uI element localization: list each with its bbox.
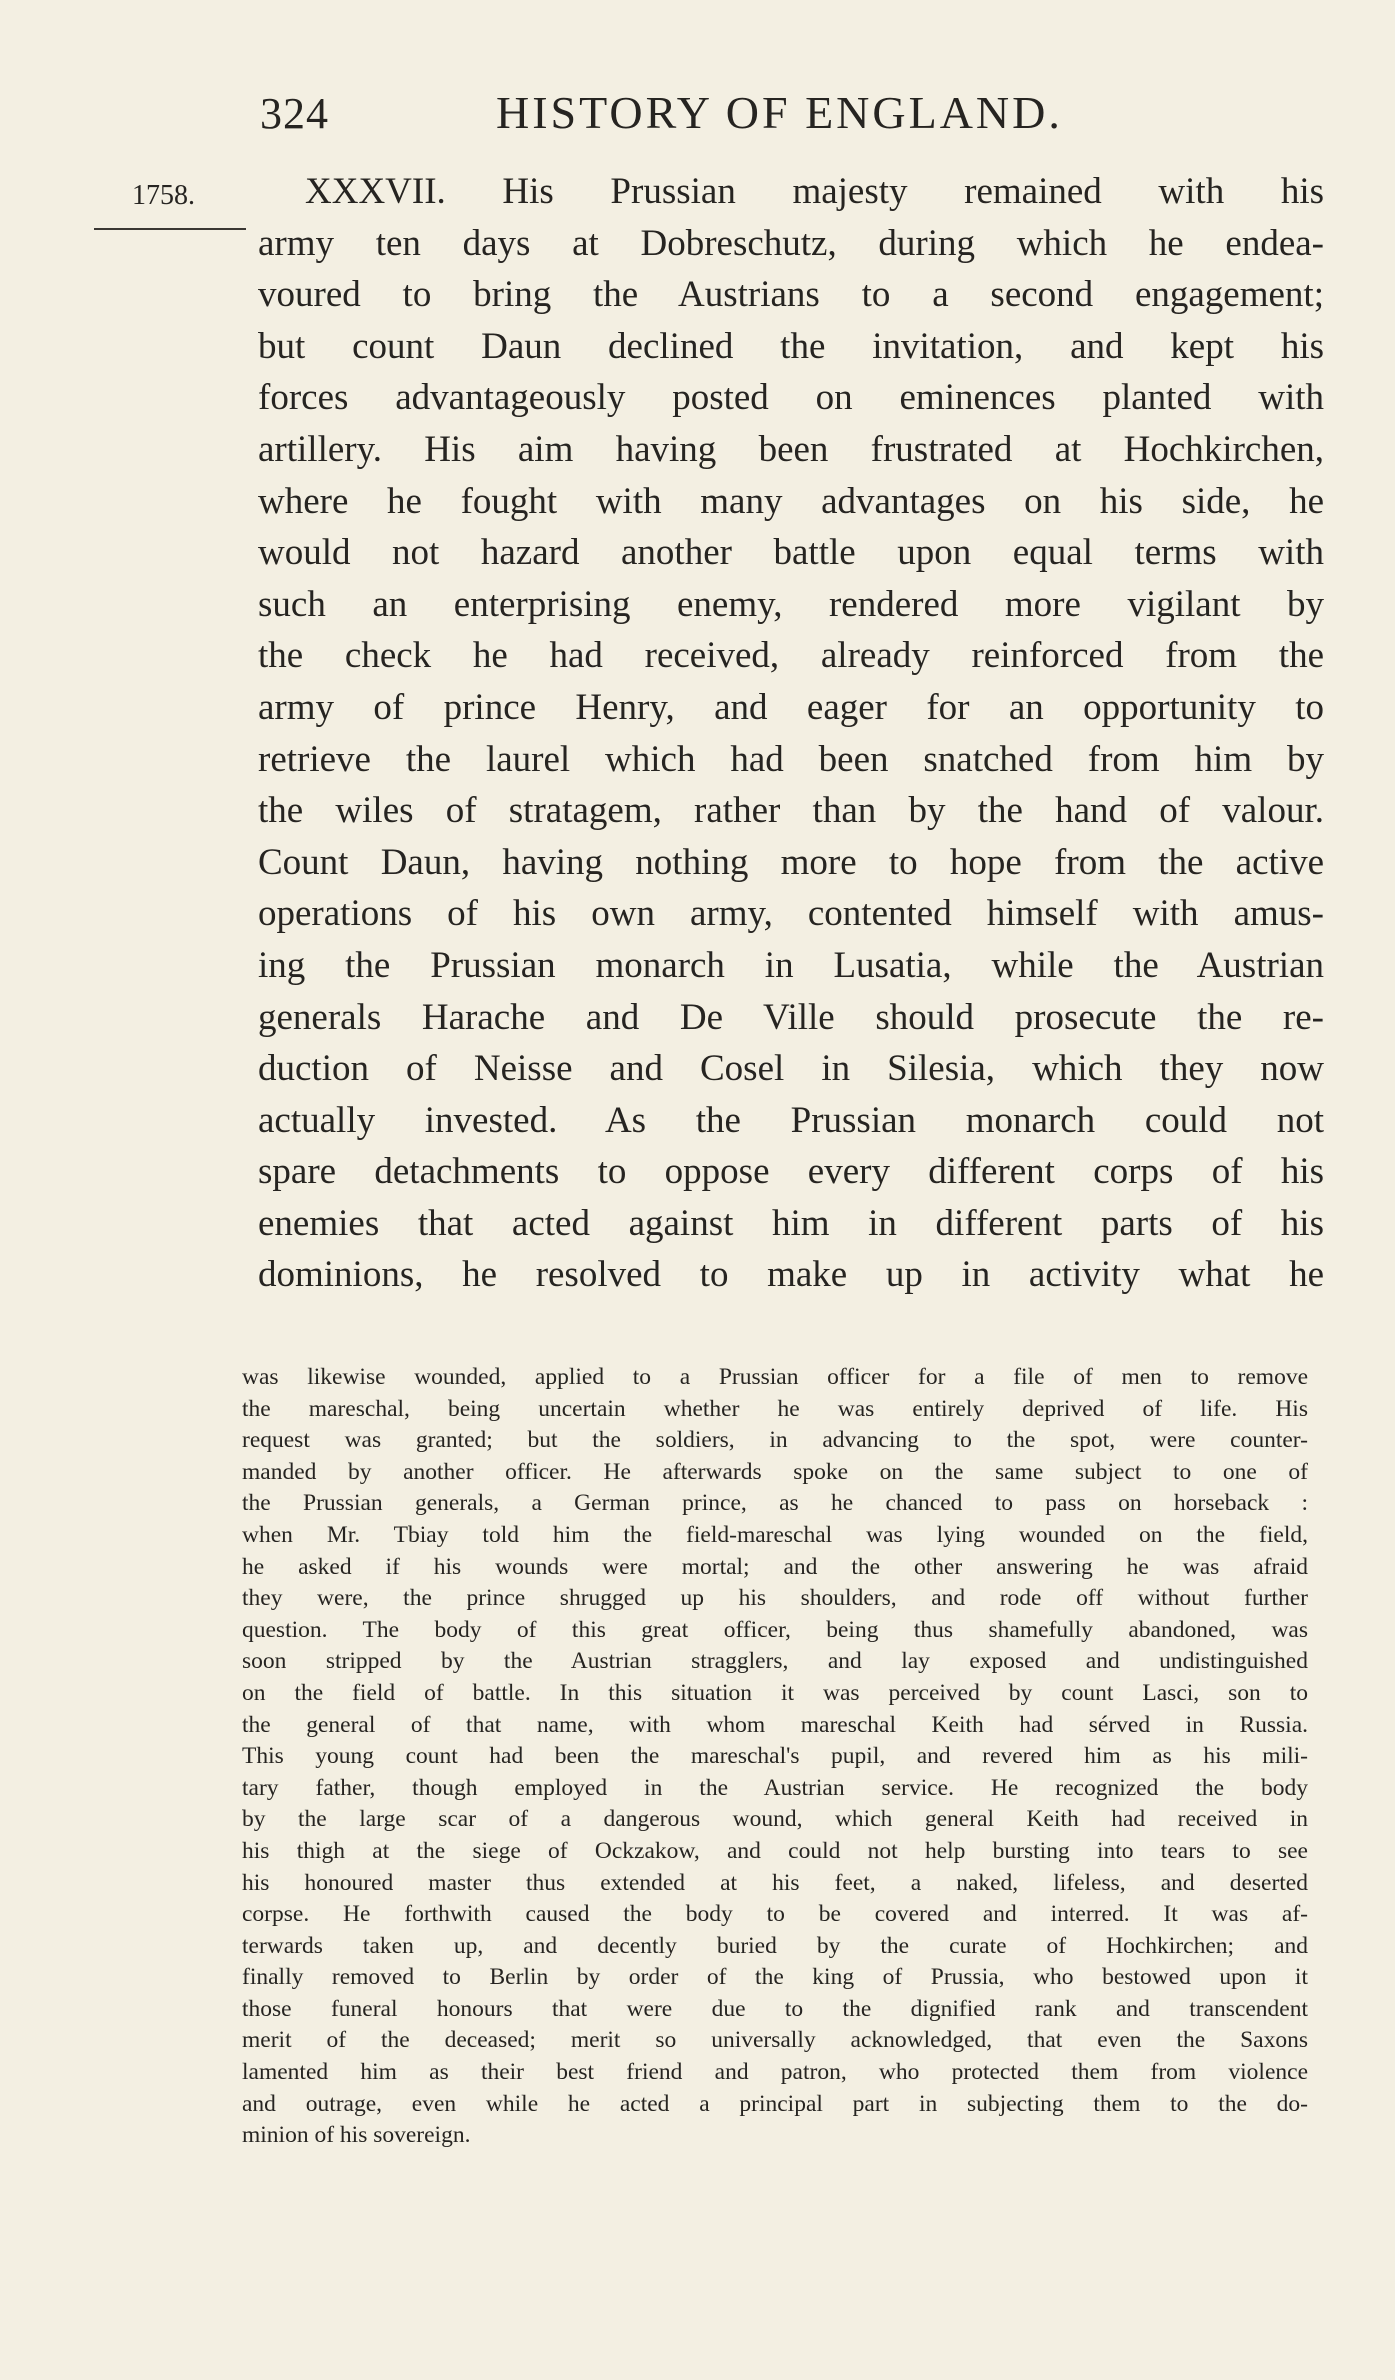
footnote-line: merit of the deceased; merit so universally acknowledged, that even the Saxons — [242, 2027, 1308, 2054]
footnote — [242, 1362, 1308, 2152]
footnote-line: soon stripped by the Austrian stragglers, and lay exposed and undistinguished — [242, 1648, 1308, 1675]
footnote-line: those funeral honours that were due to the dignified rank and transcendent — [242, 1995, 1308, 2022]
main-text-line: would not hazard another battle upon equal terms with — [258, 532, 1324, 574]
main-text-line: Count Daun, having nothing more to hope from the active — [258, 841, 1324, 883]
footnote-line: and outrage, even while he acted a principal part in subjecting them to the do- — [242, 2090, 1308, 2117]
main-text-line: actually invested. As the Prussian monarch could not — [258, 1099, 1324, 1141]
main-text-line: generals Harache and De Ville should prosecute the re- — [258, 996, 1324, 1038]
main-text-line: the wiles of stratagem, rather than by the hand of valour. — [258, 790, 1324, 832]
main-text-line: army ten days at Dobreschutz, during which he endea- — [258, 222, 1324, 264]
footnote-line: on the field of battle. In this situation it was perceived by count Lasci, son to — [242, 1679, 1308, 1706]
footnote-line: the mareschal, being uncertain whether he was entirely deprived of life. His — [242, 1395, 1308, 1422]
footnote-line: tary father, though employed in the Austrian service. He recognized the body — [242, 1774, 1308, 1801]
footnote-line: the Prussian generals, a German prince, as he chanced to pass on horseback : — [242, 1490, 1308, 1517]
main-text-line: forces advantageously posted on eminences planted with — [258, 377, 1324, 419]
margin-year: 1758. — [132, 180, 195, 211]
footnote-line: request was granted; but the soldiers, in advancing to the spot, were counter- — [242, 1427, 1308, 1454]
footnote-line: This young count had been the mareschal's pupil, and revered him as his mili- — [242, 1743, 1308, 1770]
margin-rule — [94, 228, 246, 230]
main-text-line: spare detachments to oppose every different corps of his — [258, 1151, 1324, 1193]
page-number: 324 — [260, 89, 329, 138]
main-text-line: army of prince Henry, and eager for an opportunity to — [258, 686, 1324, 728]
footnote-line: his thigh at the siege of Ockzakow, and could not help bursting into tears to see — [242, 1837, 1308, 1864]
main-text-line: such an enterprising enemy, rendered more vigilant by — [258, 583, 1324, 625]
main-text-line: operations of his own army, contented himself with amus- — [258, 893, 1324, 935]
main-text-line: artillery. His aim having been frustrated at Hochkirchen, — [258, 428, 1324, 470]
footnote-line: was likewise wounded, applied to a Prussian officer for a file of men to remove — [242, 1364, 1308, 1390]
main-text-line: ing the Prussian monarch in Lusatia, while the Austrian — [258, 944, 1324, 986]
footnote-line: finally removed to Berlin by order of the king of Prussia, who bestowed upon it — [242, 1964, 1308, 1991]
footnote-line: the general of that name, with whom mareschal Keith had sérved in Russia. — [242, 1711, 1308, 1738]
main-text-line: voured to bring the Austrians to a second engagement; — [258, 274, 1324, 316]
main-text-line: enemies that acted against him in different parts of his — [258, 1202, 1324, 1244]
footnote-line: terwards taken up, and decently buried by the curate of Hochkirchen; and — [242, 1932, 1308, 1959]
main-text-line: but count Daun declined the invitation, and kept his — [258, 325, 1324, 367]
footnote-line: corpse. He forthwith caused the body to be covered and interred. It was af- — [242, 1901, 1308, 1928]
footnote-line: minion of his sovereign. — [242, 2122, 471, 2149]
footnote-line: manded by another officer. He afterwards spoke on the same subject to one of — [242, 1458, 1308, 1485]
main-text-line: duction of Neisse and Cosel in Silesia, which they now — [258, 1048, 1324, 1090]
footnote-line: his honoured master thus extended at his feet, a naked, lifeless, and deserted — [242, 1869, 1308, 1896]
footnote-line: question. The body of this great officer, being thus shamefully abandoned, was — [242, 1616, 1308, 1643]
running-head-title: HISTORY OF ENGLAND. — [496, 87, 1063, 138]
footnote-line: lamented him as their best friend and patron, who protected them from violence — [242, 2059, 1308, 2086]
footnote-line: they were, the prince shrugged up his shoulders, and rode off without further — [242, 1585, 1308, 1612]
main-text-line: where he fought with many advantages on his side, he — [258, 480, 1324, 522]
main-paragraph — [258, 166, 1324, 1301]
main-text-line: XXXVII. His Prussian majesty remained with his — [305, 171, 1324, 212]
footnote-line: he asked if his wounds were mortal; and the other answering he was afraid — [242, 1553, 1308, 1580]
footnote-line: when Mr. Tbiay told him the field-mareschal was lying wounded on the field, — [242, 1521, 1308, 1548]
main-text-line: the check he had received, already reinforced from the — [258, 635, 1324, 677]
footnote-line: by the large scar of a dangerous wound, which general Keith had received in — [242, 1806, 1308, 1833]
main-text-line: retrieve the laurel which had been snatched from him by — [258, 738, 1324, 780]
main-text-line: dominions, he resolved to make up in activity what he — [258, 1254, 1324, 1296]
